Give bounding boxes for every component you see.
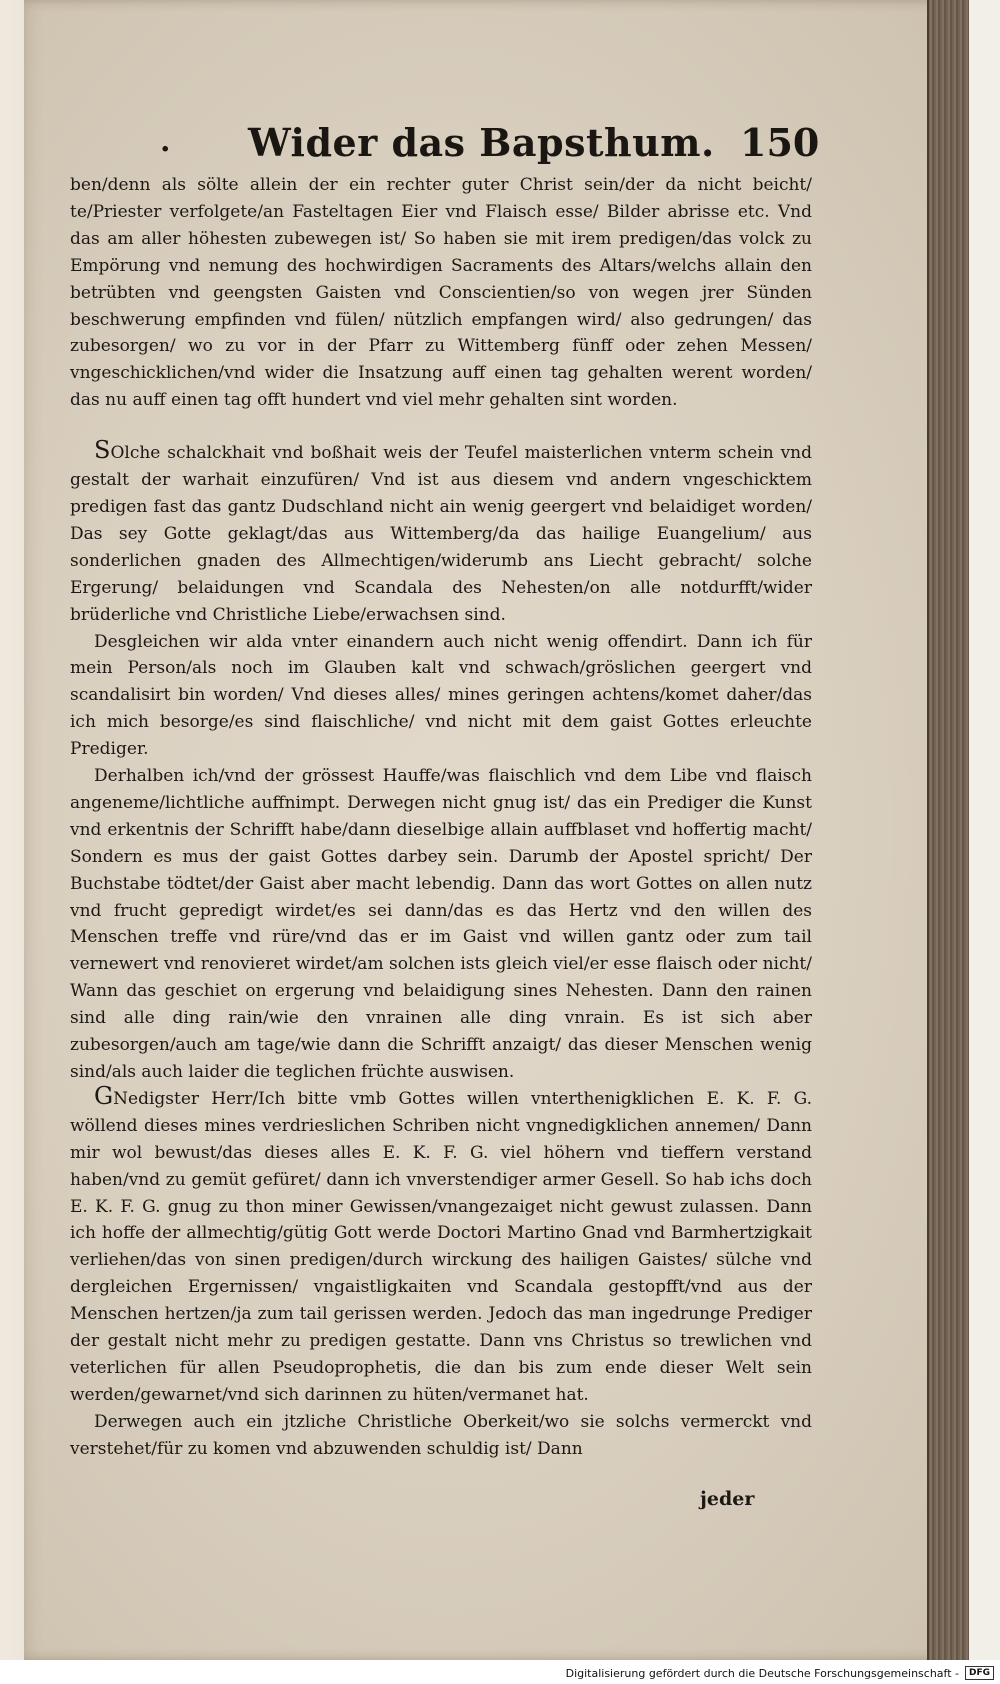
initial-letter: G xyxy=(94,1081,114,1110)
catchword: jeder xyxy=(700,1488,755,1510)
paragraph xyxy=(70,763,812,1086)
header-dot: . xyxy=(160,124,171,159)
paragraph-text: Desgleichen wir alda vnter einandern auch nicht wenig offendirt. Dann ich für mein Person/als noch im Glauben kalt vnd schwach/gröslichen geergert vnd scandalisirt bin worden/ Vnd dieses alles/ mines geringen achtens/komet daher/das ich mich besorge/es sind flaischliche/ vnd nicht mit dem gaist Gottes erleuchte Prediger. xyxy=(70,631,812,760)
paragraph-text: Nedigster Herr/Ich bitte vmb Gottes willen vnterthenigklichen E. K. F. G. wöllend dieses mines verdrieslichen Schriben nicht vngnedigklichen annemen/ Dann mir wol bewust/das dieses alles E. K. F. G. viel höhern vnd tieffern verstand haben/vnd zu gemüt gefüret/ dann ich vnverstendiger armer Gesell. So hab ichs doch E. K. F. G. gnug zu thon miner Gewissen/vnangezaiget nicht gewust zulassen. Dann ich hoffe der allmechtig/gütig Gott werde Doctori Martino Gnad vnd Barmhertzigkait verliehen/das von sinen predigen/durch wirckung des hailigen Gaistes/ sülche vnd dergleichen Ergernissen/ vngaistligkaiten vnd Scandala gestopfft/vnd aus der Menschen hertzen/ja zum tail gerissen werden. Jedoch das man ingedrunge Prediger der gestalt nicht mehr zu predigen gestatte. Dann vns Christus so trewlichen vnd veterlichen für allen Pseudoprophetis, die dan bis zum ende dieser Welt sein werden/gewarnet/vnd sich darinnen zu hüten/vermanet hat. xyxy=(70,1088,812,1405)
paragraph xyxy=(70,1081,812,1409)
paragraph-text: Derwegen auch ein jtzliche Christliche Oberkeit/wo sie solchs vermerckt vnd verstehet/für zu komen vnd abzuwenden schuldig ist/ Dann xyxy=(70,1411,812,1459)
page-edge-stack xyxy=(927,0,969,1660)
running-header xyxy=(60,118,820,168)
paragraph xyxy=(70,1409,812,1463)
paragraph xyxy=(70,436,812,628)
body-text xyxy=(70,172,812,1463)
initial-letter: S xyxy=(94,436,111,465)
paragraph-text: Derhalben ich/vnd der grössest Hauffe/was flaischlich vnd dem Libe vnd flaisch angeneme/lichtliche auffnimpt. Derwegen nicht gnug ist/ das ein Prediger die Kunst vnd erkentnis der Schrifft habe/dann dieselbige allain auffblaset vnd hoffertig macht/ Sondern es mus der gaist Gottes darbey sein. Darumb der Apostel spricht/ Der Buchstabe tödtet/der Gaist aber macht lebendig. Dann das wort Gottes on allen nutz vnd frucht gepredigt wirdet/es sei dann/das es das Hertz vnd den willen des Menschen treffe vnd rüre/vnd das er im Gaist vnd willen gantz oder zum tail vernewert vnd renovieret wirdet/am solchen ists gleich viel/er esse flaisch oder nicht/ Wann das geschiet on ergerung vnd belaidigung sines Nehesten. Dann den rainen sind alle ding rain/wie den vnrainen alle ding vnrain. Es ist sich aber zubesorgen/auch am tage/wie dann die Schrifft anzaigt/ das dieser Menschen wenig sind/als auch laider die teglichen früchte auswisen. xyxy=(70,766,812,1082)
digitization-credit xyxy=(566,1664,994,1682)
page-number: 150 xyxy=(740,120,820,165)
dfg-logo: DFG xyxy=(965,1666,994,1680)
paragraph-text: ben/denn als sölte allein der ein rechter guter Christ sein/der da nicht beicht/ te/Priester verfolgete/an Fasteltagen Eier vnd Flaisch esse/ Bilder abrisse etc. Vnd das am aller höhesten zubewegen ist/ So haben sie mit irem predigen/das volck zu Empörung vnd nemung des hochwirdigen Sacraments des Altars/welchs allain den betrübten vnd geengsten Gaisten vnd Conscientien/so von wegen jrer Sünden beschwerung empfinden vnd fülen/ nützlich empfangen wird/ also gedrungen/ das zubesorgen/ wo zu vor in der Pfarr zu Wittemberg fünff oder zehen Messen/ vngeschicklichen/vnd wider die Insatzung auff einen tag gehalten werent worden/ das nu auff einen tag offt hundert vnd viel mehr gehalten sint worden. xyxy=(70,175,812,411)
paragraph-text: Olche schalckhait vnd boßhait weis der Teufel maisterlichen vnterm schein vnd gestalt der warhait einzufüren/ Vnd ist aus diesem vnd andern vngeschicktem predigen fast das gantz Dudschland nicht ain wenig geergert vnd belaidiget worden/ Das sey Gotte geklagt/das aus Wittemberg/da das hailige Euangelium/ aus sonderlichen gnaden des Allmechtigen/widerumb ans Liecht gebracht/ solche Ergerung/ belaidungen vnd Scandala des Nehesten/on alle notdurfft/wider brüderliche vnd Christliche Liebe/erwachsen sind. xyxy=(70,443,812,625)
running-title: Wider das Bapsthum. xyxy=(248,120,715,165)
paragraph xyxy=(70,629,812,764)
paragraph xyxy=(70,172,812,414)
credit-text: Digitalisierung gefördert durch die Deutsche Forschungsgemeinschaft - xyxy=(565,1666,959,1680)
